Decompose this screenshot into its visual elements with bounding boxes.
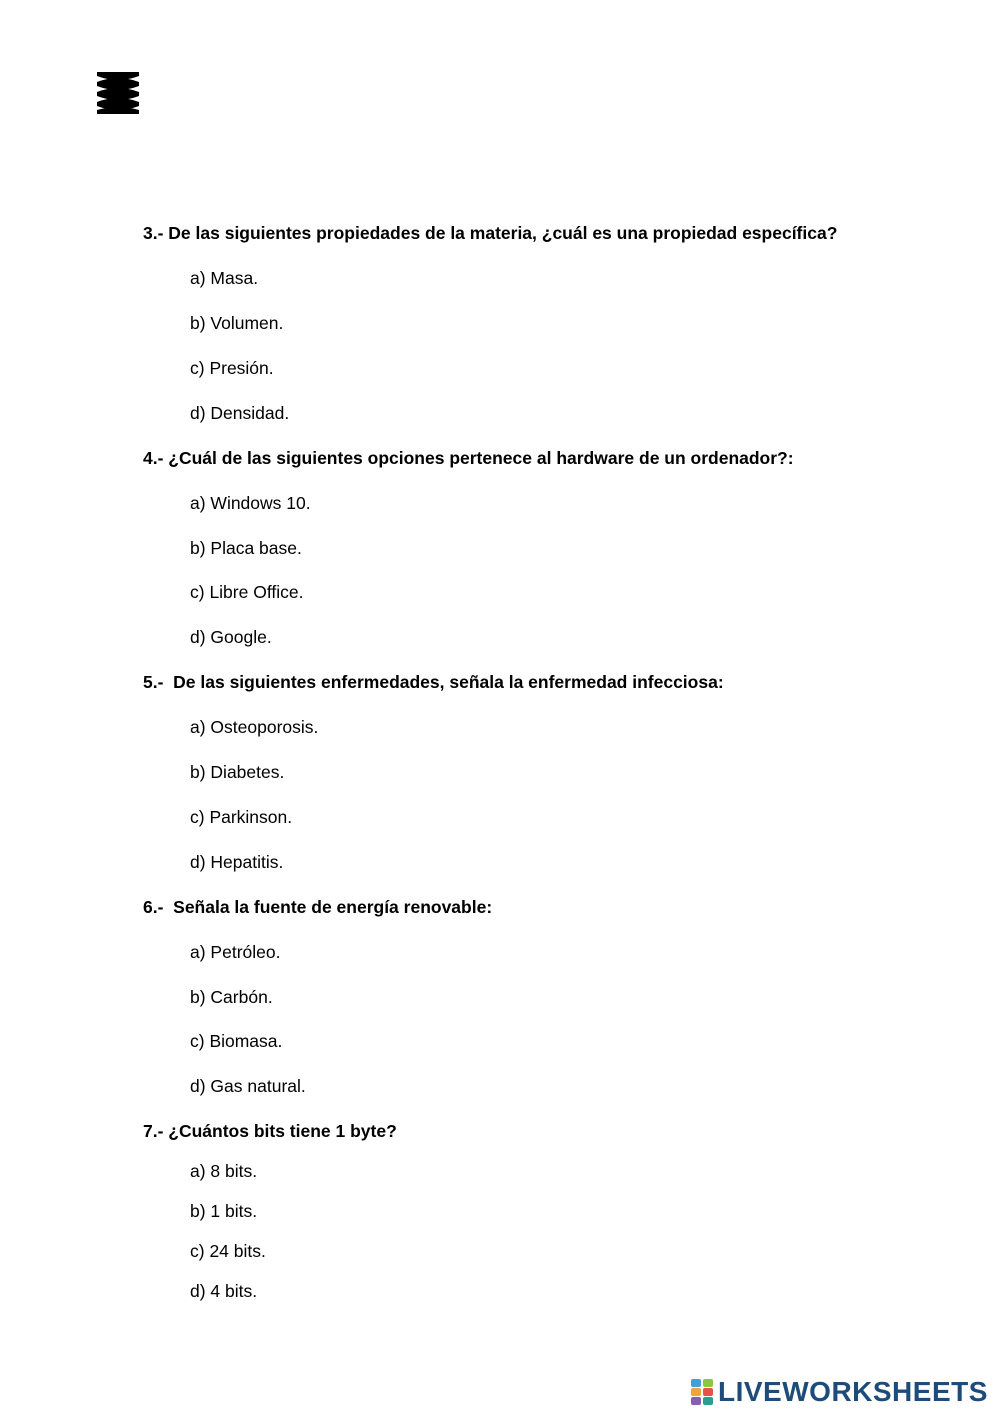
question-5-option-d[interactable]: d) Hepatitis.	[190, 852, 284, 872]
question-7-option-d[interactable]: d) 4 bits.	[190, 1281, 258, 1301]
question-5-option-a[interactable]: a) Osteoporosis.	[190, 717, 319, 737]
liveworksheets-logo-icon	[690, 1378, 714, 1406]
question-3-title: 3.- De las siguientes propiedades de la materia, ¿cuál es una propiedad específica?	[143, 223, 838, 243]
wave-logo-icon	[95, 70, 141, 116]
question-6-option-a[interactable]: a) Petróleo.	[190, 942, 281, 962]
question-4-option-a[interactable]: a) Windows 10.	[190, 493, 311, 513]
question-4-option-c[interactable]: c) Libre Office.	[190, 582, 304, 602]
question-6-title: 6.- Señala la fuente de energía renovable:	[143, 897, 493, 917]
question-4-title: 4.- ¿Cuál de las siguientes opciones pertenece al hardware de un ordenador?:	[143, 448, 794, 468]
question-3-option-c[interactable]: c) Presión.	[190, 358, 274, 378]
question-5-option-b[interactable]: b) Diabetes.	[190, 762, 285, 782]
question-4-option-b[interactable]: b) Placa base.	[190, 538, 302, 558]
question-7-option-c[interactable]: c) 24 bits.	[190, 1241, 266, 1261]
question-6-option-c[interactable]: c) Biomasa.	[190, 1031, 283, 1051]
question-5-option-c[interactable]: c) Parkinson.	[190, 807, 293, 827]
question-7-option-b[interactable]: b) 1 bits.	[190, 1201, 258, 1221]
liveworksheets-brand	[690, 1376, 988, 1408]
question-6-option-b[interactable]: b) Carbón.	[190, 987, 273, 1007]
question-4-option-d[interactable]: d) Google.	[190, 627, 272, 647]
question-7-option-a[interactable]: a) 8 bits.	[190, 1161, 258, 1181]
question-3-option-d[interactable]: d) Densidad.	[190, 403, 290, 423]
question-3-option-b[interactable]: b) Volumen.	[190, 313, 284, 333]
brand-name: LIVEWORKSHEETS	[718, 1376, 988, 1407]
question-6-option-d[interactable]: d) Gas natural.	[190, 1076, 306, 1096]
question-5-title: 5.- De las siguientes enfermedades, señala la enfermedad infecciosa:	[143, 672, 724, 692]
question-3-option-a[interactable]: a) Masa.	[190, 268, 259, 288]
question-7-title: 7.- ¿Cuántos bits tiene 1 byte?	[143, 1121, 397, 1141]
